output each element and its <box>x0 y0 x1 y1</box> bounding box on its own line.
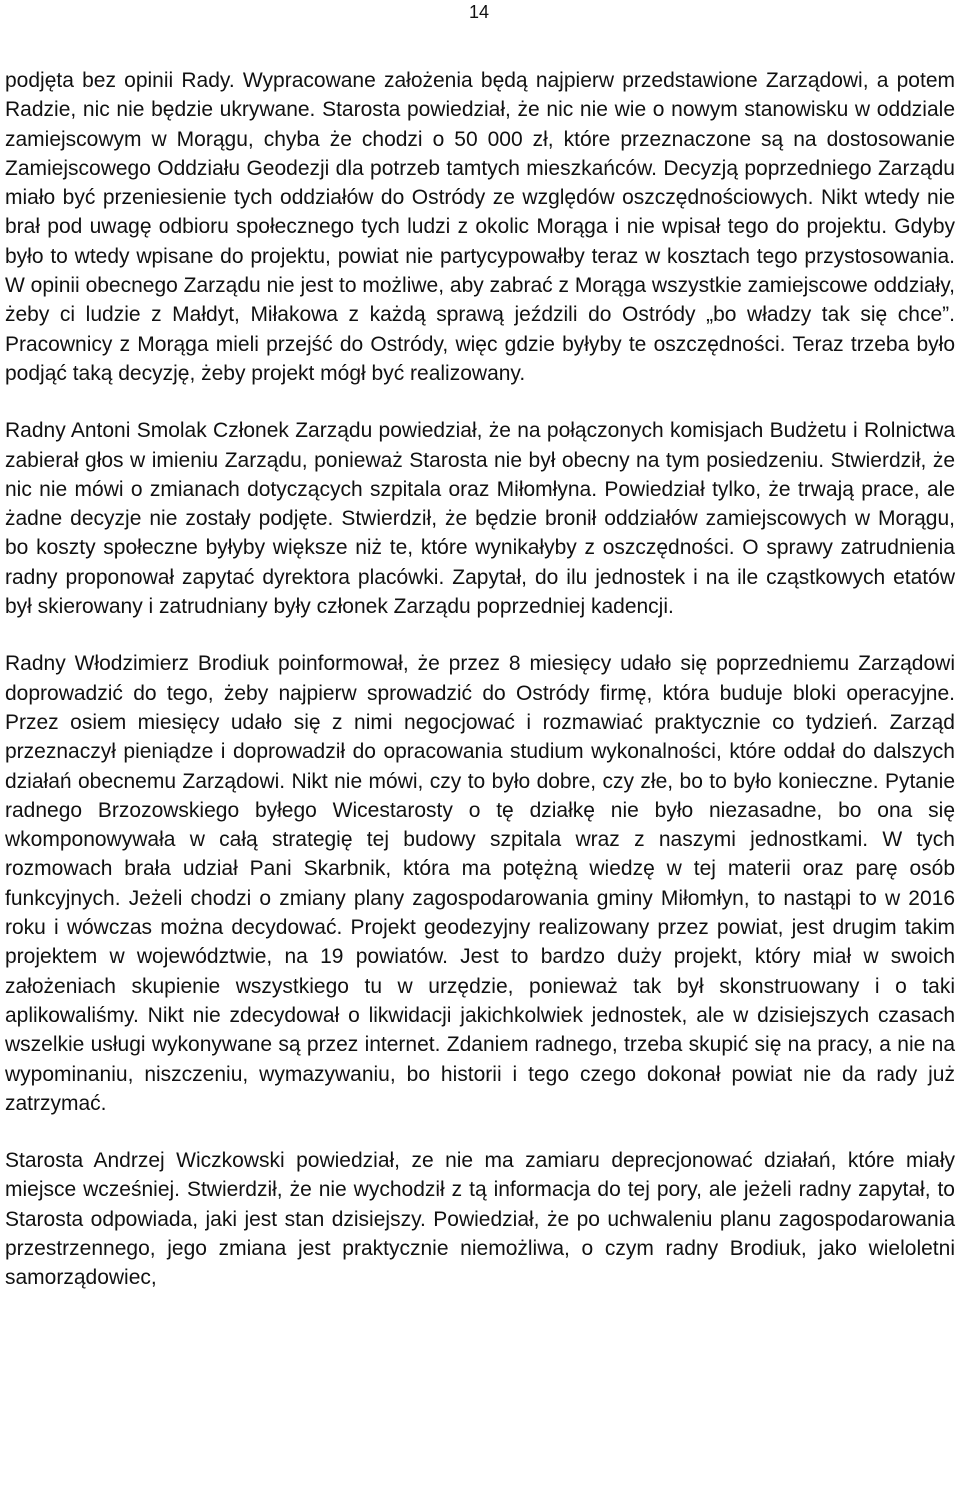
paragraph-2: Radny Antoni Smolak Członek Zarządu powiedział, że na połączonych komisjach Budżetu i Rolnictwa zabierał głos w imieniu Zarządu, ponieważ Starosta nie był obecny na tym posiedzeniu. Stwierdził, że nic nie mówi o zmianach dotyczących szpitala oraz Miłomłyna. Powiedział tylko, że trwają prace, ale żadne decyzje nie zostały podjęte. Stwierdził, że będzie bronił oddziałów zamiejscowych w Morągu, bo koszty społeczne byłyby większe niż te, które wynikałyby z oszczędności. O sprawy zatrudnienia radny proponował zapytać dyrektora placówki. Zapytał, do ilu jednostek i na ile cząstkowych etatów był skierowany i zatrudniany były członek Zarządu poprzedniej kadencji. <box>5 419 955 619</box>
paragraph-3: Radny Włodzimierz Brodiuk poinformował, że przez 8 miesięcy udało się poprzedniemu Zarządowi doprowadzić do tego, żeby najpierw sprowadzić do Ostródy firmę, która buduje bloki operacyjne. Przez osiem miesięcy udało się z nimi negocjować i rozmawiać praktycznie co tydzień. Zarząd przeznaczył pieniądze i doprowadził do opracowania studium wykonalności, które oddał do dalszych działań obecnemu Zarządowi. Nikt nie mówi, czy to było dobre, czy złe, bo to było konieczne. Pytanie radnego Brzozowskiego byłego Wicestarosty o tę działkę nie było niezasadne, bo ona się wkomponowywała w całą strategię tej budowy szpitala wraz z naszymi jednostkami. W tych rozmowach brała udział Pani Skarbnik, która ma potężną wiedzę w tej materii oraz parę osób funkcyjnych. Jeżeli chodzi o zmiany plany zagospodarowania gminy Miłomłyn, to nastąpi to w 2016 roku i wówczas można decydować. Projekt geodezyjny realizowany przez powiat, jest drugim takim projektem w województwie, na 19 powiatów. Jest to bardzo duży projekt, który miał w swoich założeniach skupienie wszystkiego tu w urzędzie, ponieważ tak był skonstruowany i o taki aplikowaliśmy. Nikt nie zdecydował o likwidacji jakichkolwiek jednostek, ale w dzisiejszych czasach wszelkie usługi wykonywane są przez internet. Zdaniem radnego, trzeba skupić się na pracy, a nie na wypominaniu, niszczeniu, wymazywaniu, bo historii i tego czego dokonał powiat nie da rady już zatrzymać. <box>5 652 955 1115</box>
paragraph-4: Starosta Andrzej Wiczkowski powiedział, ze nie ma zamiaru deprecjonować działań, które miały miejsce wcześniej. Stwierdził, że nie wychodził z tą informacja do tej pory, ale jeżeli radny zapytał, to Starosta odpowiada, jaki jest stan dzisiejszy. Powiedział, że po uchwaleniu planu zagospodarowania przestrzennego, jego zmiana jest praktycznie niemożliwa, o czym radny Brodiuk, jako wieloletni samorządowiec, <box>5 1149 955 1290</box>
paragraph-1: podjęta bez opinii Rady. Wypracowane założenia będą najpierw przedstawione Zarządowi, a potem Radzie, nic nie będzie ukrywane. Starosta powiedział, że nic nie wie o nowym stanowisku w oddziale zamiejscowym w Morągu, chyba że chodzi o 50 000 zł, które przeznaczone są na dostosowanie Zamiejscowego Oddziału Geodezji dla potrzeb tamtych mieszkańców. Decyzją poprzedniego Zarządu miało być przeniesienie tych oddziałów do Ostródy ze względów oszczędnościowych. Nikt wtedy nie brał pod uwagę odbioru społecznego tych ludzi z okolic Morąga i nie wpisał tego do projektu. Gdyby było to wtedy wpisane do projektu, powiat nie partycypowałby teraz w kosztach tego przystosowania. W opinii obecnego Zarządu nie jest to możliwe, aby zabrać z Morąga wszystkie zamiejscowe oddziały, żeby ci ludzie z Małdyt, Miłakowa z każdą sprawą jeździli do Ostródy „bo władzy tak się chce”. Pracownicy z Morąga mieli przejść do Ostródy, więc gdzie byłyby te oszczędności. Teraz trzeba było podjąć taką decyzję, żeby projekt mógł być realizowany. <box>5 69 955 385</box>
document-body <box>5 66 955 1293</box>
page-number: 14 <box>469 2 490 22</box>
